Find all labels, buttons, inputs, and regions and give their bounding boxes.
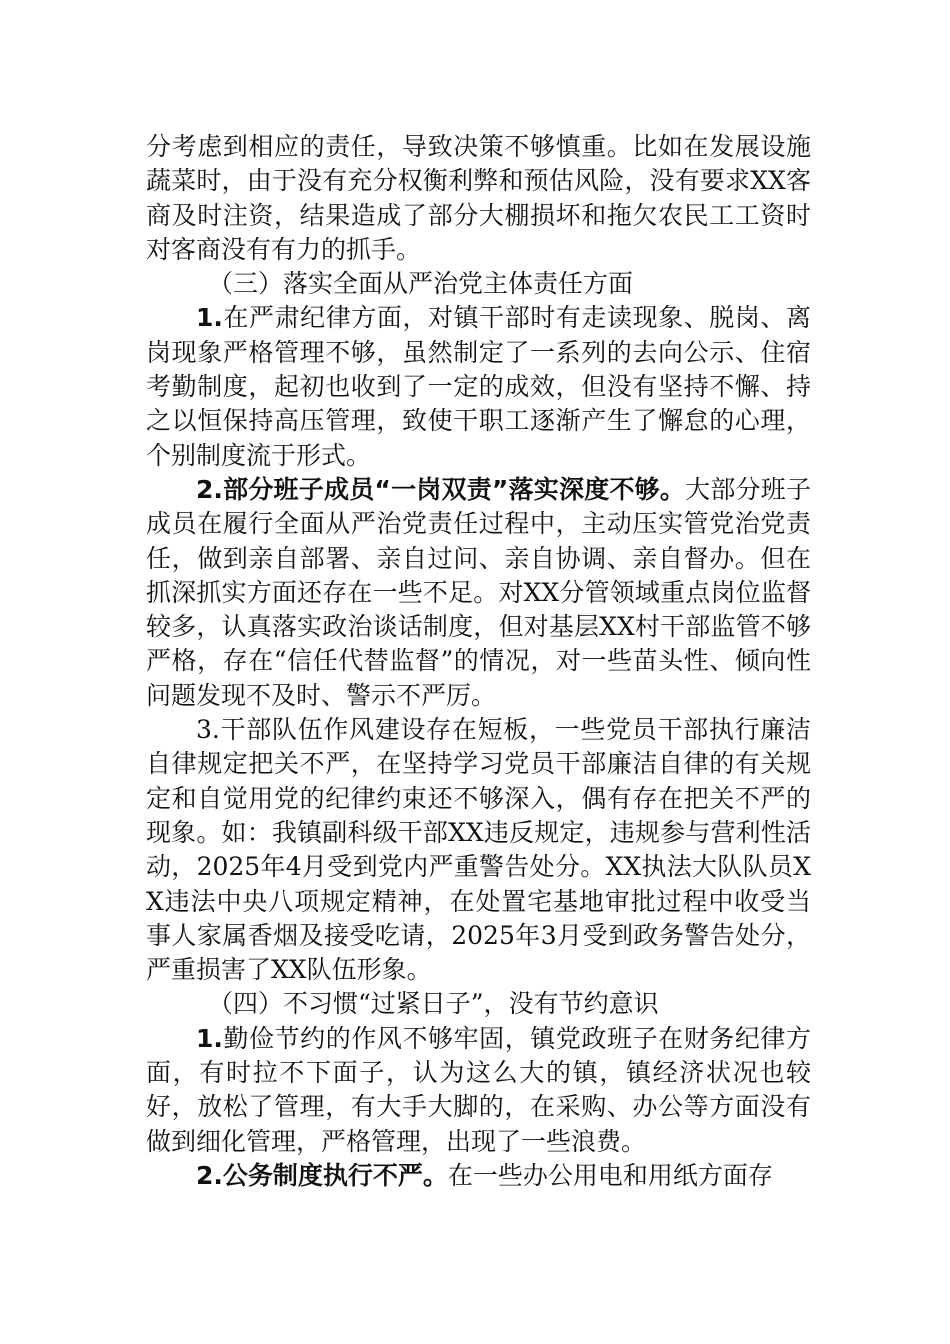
section-heading-4 <box>146 987 811 1021</box>
bold-lead-sentence: 2.公务制度执行不严。 <box>196 1160 448 1190</box>
paragraph-text: 在一些办公用电和用纸方面存 <box>447 1160 773 1190</box>
heading-text: （四）不习惯“过紧日子”，没有节约意识 <box>208 989 659 1019</box>
paragraph-continuation <box>146 130 811 267</box>
item-number: 1. <box>196 303 223 333</box>
paragraph-item-2b <box>146 1159 811 1193</box>
paragraph-text: 大部分班子成员在履行全面从严治党责任过程中，主动压实管党治党责任，做到亲自部署、亲自过问、亲自协调、亲自督办。但在抓深抓实方面还存在一些不足。对XX分管领域重点岗位监督较多，认真落实政治谈话制度，但对基层XX村干部监管不够严格，存在“信任代替监督”的情况，对一些苗头性、倾向性问题发现不及时、警示不严厉。 <box>146 474 811 710</box>
section-heading-3 <box>146 267 811 301</box>
bold-lead-sentence: 2.部分班子成员“一岗双责”落实深度不够。 <box>196 474 686 504</box>
paragraph-item-3 <box>146 713 811 987</box>
paragraph-text: 在严肃纪律方面，对镇干部时有走读现象、脱岗、离岗现象严格管理不够，虽然制定了一系列的去向公示、住宿考勤制度，起初也收到了一定的成效，但没有坚持不懈、持之以恒保持高压管理，致使干职工逐渐产生了懈怠的心理，个别制度流于形式。 <box>146 303 811 470</box>
item-number: 1. <box>196 1023 223 1053</box>
document-page <box>146 130 811 1193</box>
paragraph-item-2 <box>146 473 811 713</box>
paragraph-text: 3.干部队伍作风建设存在短板，一些党员干部执行廉洁自律规定把关不严，在坚持学习党员干部廉洁自律的有关规定和自觉用党的纪律约束还不够深入，偶有存在把关不严的现象。如：我镇副科级干部XX违反规定，违规参与营利性活动，2025年4月受到党内严重警告处分。XX执法大队队员XX违法中央八项规定精神，在处置宅基地审批过程中收受当事人家属香烟及接受吃请，2025年3月受到政务警告处分，严重损害了XX队伍形象。 <box>146 715 811 985</box>
paragraph-item-1 <box>146 301 811 472</box>
paragraph-text: 分考虑到相应的责任，导致决策不够慎重。比如在发展设施蔬菜时，由于没有充分权衡利弊和预估风险，没有要求XX客商及时注资，结果造成了部分大棚损坏和拖欠农民工工资时对客商没有有力的抓手。 <box>146 132 811 264</box>
paragraph-text: 勤俭节约的作风不够牢固，镇党政班子在财务纪律方面，有时拉不下面子，认为这么大的镇，镇经济状况也较好，放松了管理，有大手大脚的，在采购、办公等方面没有做到细化管理，严格管理，出现了一些浪费。 <box>146 1023 811 1156</box>
heading-text: （三）落实全面从严治党主体责任方面 <box>208 269 634 299</box>
paragraph-item-1b <box>146 1022 811 1159</box>
